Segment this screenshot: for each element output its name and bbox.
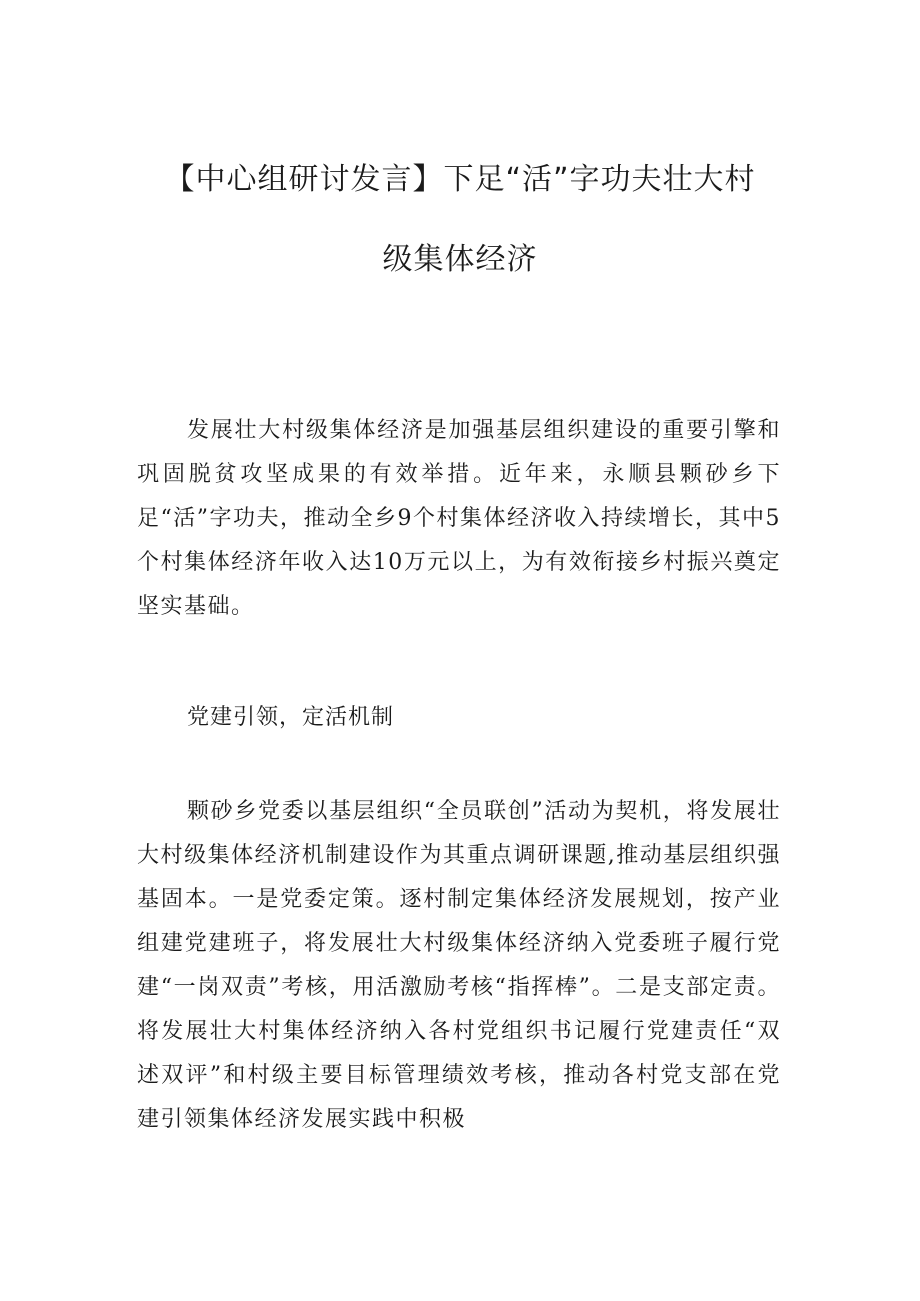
document-title-line-2: 级集体经济 (382, 242, 538, 277)
section-paragraph: 颗砂乡党委以基层组织“全员联创”活动为契机，将发展壮大村级集体经济机制建设作为其重点调研课题,推动基层组织强基固本。一是党委定策。逐村制定集体经济发展规划，按产业组建党建班子，将发展壮大村级集体经济纳入党委班子履行党建“一岗双责”考核，用活激励考核“指挥棒”。二是支部定责。将发展壮大村集体经济纳入各村党组织书记履行党建责任“双述双评”和村级主要目标管理绩效考核，推动各村党支部在党建引领集体经济发展实践中积极 (137, 799, 781, 1132)
document-title-line-1: 【中心组研讨发言】下足“活”字功夫壮大村 (164, 162, 756, 197)
section-heading: 党建引领，定活机制 (187, 705, 395, 730)
intro-paragraph: 发展壮大村级集体经济是加强基层组织建设的重要引擎和巩固脱贫攻坚成果的有效举措。近年来，永顺县颗砂乡下足“活”字功夫，推动全乡9个村集体经济收入持续增长，其中5个村集体经济年收入达10万元以上，为有效衔接乡村振兴奠定坚实基础。 (137, 418, 781, 619)
